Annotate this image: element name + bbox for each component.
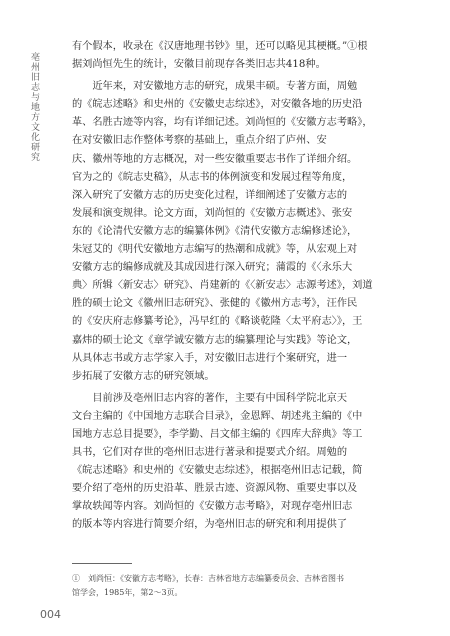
text-line: 目前涉及亳州旧志内容的著作，主要有中国科学院北京天 (72, 392, 348, 404)
text-line: 步拓展了安徽方志的研究领域。 (72, 370, 215, 382)
text-line: 胜的硕士论文《徽州旧志研究》、张健的《徽州方志考》，汪作民 (72, 298, 358, 310)
paragraph-2 (72, 78, 412, 386)
text-line: 革、名胜古迹等内容，均有详细记述。刘尚恒的《安徽方志考略》， (72, 117, 373, 129)
text-line: 掌故轶闻等内容。刘尚恒的《安徽方志考略》，对现存亳州旧志 (72, 501, 353, 513)
footnote-line: 馆学会，1985年，第2～3页。 (72, 588, 183, 597)
text-line: 的《安庆府志修纂考论》，冯早红的《略谈乾隆〈太平府志〉》，王 (72, 316, 363, 328)
text-line: 具书，它们对存世的亳州旧志进行著录和提要式介绍。周勉的 (72, 447, 348, 459)
text-line: 据刘尚恒先生的统计，安徽目前现存各类旧志共418种。 (72, 59, 326, 71)
text-line: 国地方志总目提要》，李学勤、吕文郁主编的《四库大辞典》等工 (72, 428, 363, 440)
text-line: 要介绍了亳州的历史沿革、胜景古迹、资源风物、重要史事以及 (72, 483, 358, 495)
text-line: 典〉所辑〈新安志〉研究》、肖建新的《〈新安志〉志源考述》，刘道 (72, 280, 373, 292)
text-line: 从具体志书或方志学家入手，对安徽旧志进行个案研究，进一 (72, 352, 348, 364)
running-title: 亳州旧志与地方文化研究 (29, 52, 39, 162)
text-line: 嘉炜的硕士论文《章学诚安徽方志的编纂理论与实践》等论文， (72, 334, 358, 346)
text-line: 文台主编的《中国地方志联合目录》，金恩辉、胡述兆主编的《中 (72, 410, 363, 422)
text-line: 的《皖志述略》和史州的《安徽史志综述》，对安徽各地的历史沿 (72, 99, 363, 111)
footnote-line: ① 刘尚恒：《安徽方志考略》，长春：吉林省地方志编纂委员会、吉林省图书 (72, 574, 344, 583)
text-line: 的版本等内容进行简要介绍，为亳州旧志的研究和利用提供了 (72, 519, 348, 531)
body-text (72, 38, 412, 535)
text-line: 发展和演变规律。论文方面，刘尚恒的《安徽方志概述》、张安 (72, 207, 353, 219)
text-line: 朱冠艾的《明代安徽地方志编写的热潮和成就》等，从宏观上对 (72, 244, 358, 256)
page-number: 004 (40, 608, 61, 621)
text-line: 在对安徽旧志作整体考察的基础上，重点介绍了庐州、安 (72, 135, 327, 147)
footnote-divider (72, 563, 132, 564)
paragraph-1 (72, 38, 412, 74)
text-line: 有个假本，收录在《汉唐地理书钞》里，还可以略见其梗概。”①根 (72, 41, 368, 52)
text-line: 近年来，对安徽地方志的研究，成果丰硕。专著方面，周勉 (72, 81, 358, 93)
text-line: 东的《论清代安徽方志的编纂体例》《清代安徽方志编修述论》， (72, 225, 358, 237)
paragraph-3 (72, 390, 412, 535)
text-line: 官为之的《皖志史稿》，从志书的体例演变和发展过程等角度， (72, 171, 353, 183)
text-line: 深入研究了安徽方志的历史变化过程，详细阐述了安徽方志的 (72, 189, 348, 201)
text-line: 庆、徽州等地的方志概况，对一些安徽重要志书作了详细介绍。 (72, 153, 358, 165)
text-line: 《皖志述略》和史州的《安徽史志综述》，根据亳州旧志记载，简 (72, 465, 363, 477)
text-line: 安徽方志的编修成就及其成因进行深入研究；蒲霞的《〈永乐大 (72, 262, 353, 274)
footnote (72, 572, 417, 600)
